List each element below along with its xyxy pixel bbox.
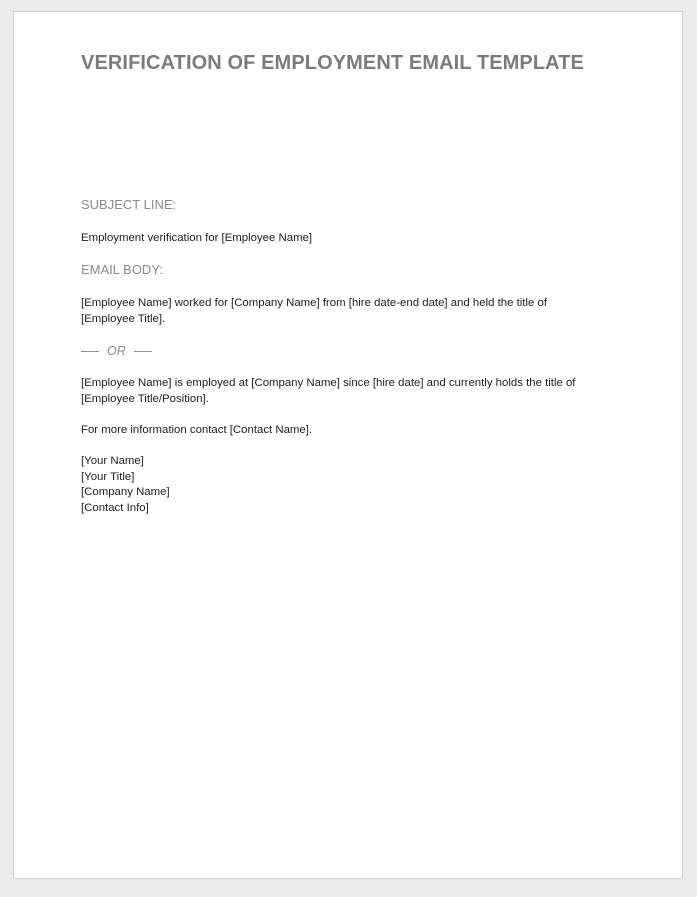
- option-two-paragraph: [81, 375, 575, 407]
- document-page: [13, 11, 683, 879]
- option-one-line-1: [Employee Name] worked for [Company Name] from [hire date-end date] and held the title of: [81, 297, 547, 309]
- option-one-paragraph: [81, 295, 547, 327]
- option-two-line-1: [Employee Name] is employed at [Company Name] since [hire date] and currently holds the title of: [81, 377, 576, 389]
- signature-company: [Company Name]: [81, 486, 170, 498]
- option-one-line-2: [Employee Title].: [81, 313, 166, 325]
- signature-contact: [Contact Info]: [81, 501, 149, 514]
- or-divider-left-rule: [81, 351, 99, 352]
- or-divider-text: OR: [107, 344, 126, 358]
- subject-line-text: Employment verification for [Employee Name]: [81, 232, 313, 244]
- document-title: VERIFICATION OF EMPLOYMENT EMAIL TEMPLATE: [81, 52, 584, 74]
- subject-line-label: SUBJECT LINE:: [81, 197, 177, 212]
- signature-block: [81, 453, 170, 515]
- or-divider: [81, 343, 152, 359]
- contact-line: For more information contact [Contact Name].: [81, 424, 313, 436]
- signature-name: [Your Name]: [81, 455, 144, 467]
- email-body-label: EMAIL BODY:: [81, 262, 163, 277]
- or-divider-right-rule: [134, 351, 152, 352]
- signature-title: [Your Title]: [81, 470, 135, 483]
- option-two-line-2: [Employee Title/Position].: [81, 393, 209, 405]
